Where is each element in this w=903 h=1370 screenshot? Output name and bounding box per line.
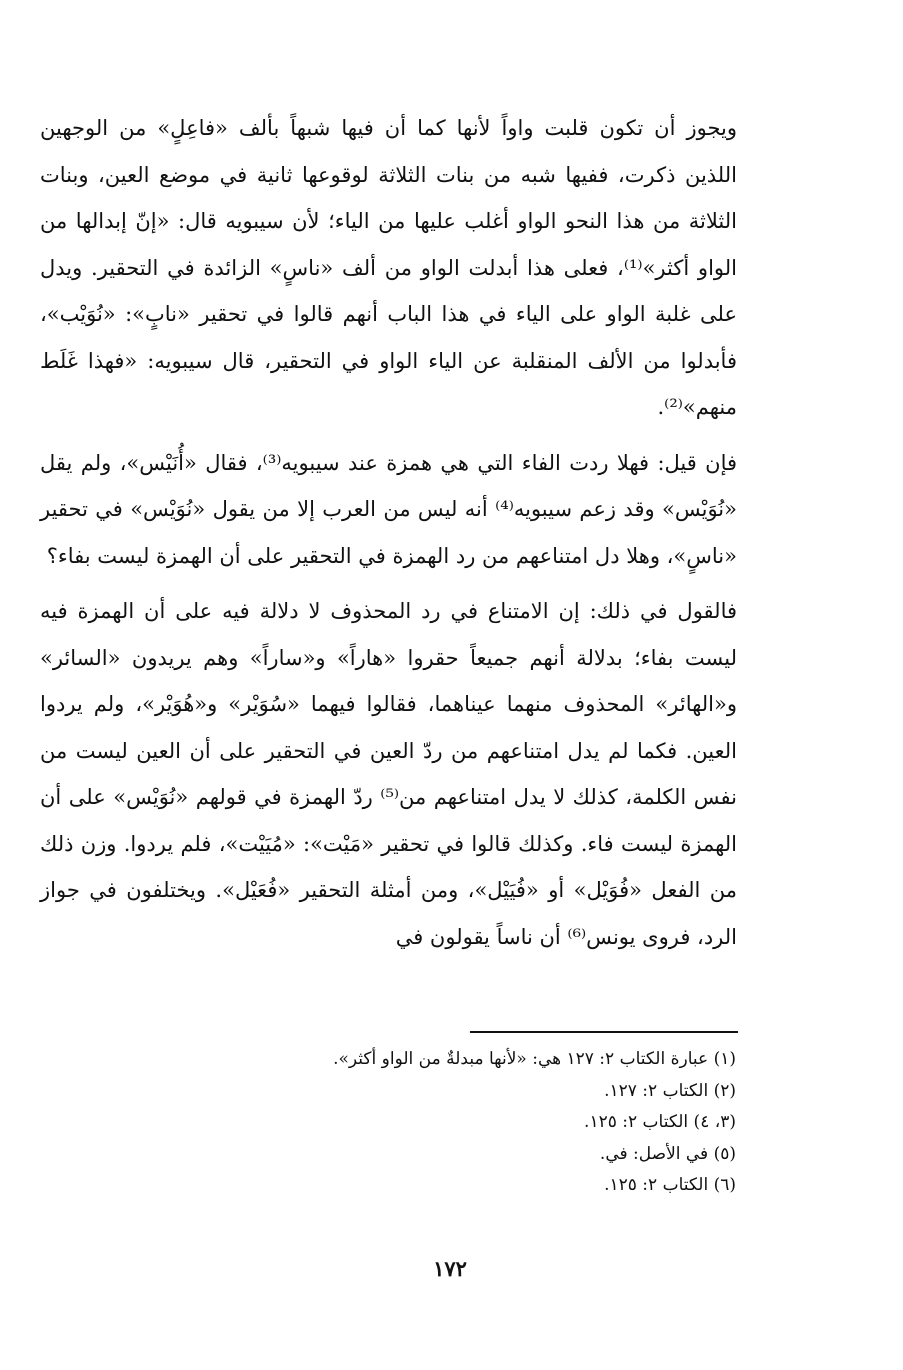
footnote-6: (٦) الكتاب ٢: ١٢٥.: [604, 1175, 736, 1195]
paragraph-1: ويجوز أن تكون قلبت واواً لأنها كما أن فيها شبهاً بألف «فاعِلٍ» من الوجهين اللذين ذكرت، ففيها شبه من بنات الثلاثة لوقوعها ثانية في موضع العين، وبنات الثلاثة من هذا النحو الواو أغلب عليها من الياء؛ لأن سيبويه قال: «إنّ إبدالها من الواو أكثر»⁽¹⁾، فعلى هذا أبدلت الواو من ألف «ناسٍ» الزائدة في التحقير. ويدل على غلبة الواو على الياء في هذا الباب أنهم قالوا في تحقير «نابٍ»: «نُوَيْب»، فأبدلوا من الألف المنقلبة عن الياء الواو في التحقير، قال سيبويه: «فهذا غَلَط منهم»⁽²⁾.: [40, 116, 737, 419]
footnotes: [250, 1044, 736, 1202]
footnote-2: (٢) الكتاب ٢: ١٢٧.: [604, 1080, 736, 1101]
main-text: [40, 105, 737, 960]
footnote-1: (١) عبارة الكتاب ٢: ١٢٧ هي: «لأنها مبدلةٌ من الواو أكثر».: [333, 1049, 736, 1069]
paragraph-2: فإن قيل: فهلا ردت الفاء التي هي همزة عند سيبويه⁽³⁾، فقال «أُنَيْس»، ولم يقل «نُوَيْس» وقد زعم سيبويه⁽⁴⁾ أنه ليس من العرب إلا من يقول «نُوَيْس» في تحقير «ناسٍ»، وهلا دل امتناعهم من رد الهمزة في التحقير على أن الهمزة ليست بفاء؟: [40, 450, 738, 568]
footnote-5: (٥) في الأصل: في.: [599, 1143, 736, 1164]
footnote-divider: [470, 1031, 738, 1033]
footnote-3-4: (٣، ٤) الكتاب ٢: ١٢٥.: [584, 1112, 736, 1132]
page-number: ١٧٢: [433, 1256, 467, 1281]
paragraph-3: فالقول في ذلك: إن الامتناع في رد المحذوف لا دلالة فيه على أن الهمزة فيه ليست بفاء؛ بدلالة أنهم جميعاً حقروا «هاراً» و«ساراً» وهم يريدون «السائر» و«الهائر» المحذوف منهما عيناهما، فقالوا فيهما «سُوَيْر» و«هُوَيْر»، ولم يردوا العين. فكما لم يدل امتناعهم من ردّ العين في التحقير على أن العين ليست من نفس الكلمة، كذلك لا يدل امتناعهم من⁽⁵⁾ ردّ الهمزة في قولهم «نُوَيْس» على أن الهمزة ليست فاء. وكذلك قالوا في تحقير «مَيْت»: «مُيَيْت»، فلم يردوا. وزن ذلك من الفعل «فُوَيْل» أو «فُيَيْل»، ومن أمثلة التحقير «فُعَيْل». ويختلفون في جواز الرد، فروى يونس⁽⁶⁾ أن ناساً يقولون في: [40, 599, 737, 949]
